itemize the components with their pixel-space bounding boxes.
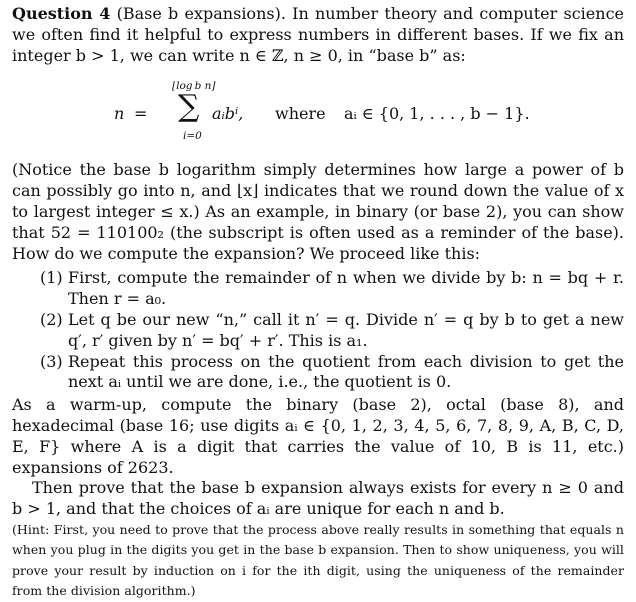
question-intro-text: In number theory and computer science we often find it helpful to express numbers in different bases. If we fix an integer b > 1, we can write n ∈ ℤ, n ≥ 0, in “base b” as:: [12, 4, 624, 65]
formula-equals: =: [134, 104, 148, 124]
procedure-step: [12, 352, 624, 394]
procedure-step: [12, 268, 624, 310]
summation-symbol: ∑: [178, 89, 200, 125]
step-number: (1): [40, 268, 63, 288]
hint-paragraph: (Hint: First, you need to prove that the process above really results in something that equals n when you plug in the digits you get in the base b expansion. Then to show uniqueness, you will prove your result by induction on i for the ith digit, using the uniqueness of the remainder from the division algorithm.): [12, 521, 624, 599]
formula-where: where: [275, 104, 326, 124]
procedure-step: [12, 310, 624, 352]
question-intro: [12, 4, 624, 66]
prove-paragraph: Then prove that the base b expansion always exists for every n ≥ 0 and b > 1, and that the choices of aᵢ are unique for each n and b.: [12, 478, 624, 519]
notice-paragraph: (Notice the base b logarithm simply determines how large a power of b can possibly go into n, and ⌊x⌋ indicates that we round down the value of x to largest integer ≤ x.) As an example, in binary (or base 2), you can show that 52 = 110100₂ (the subscript is often used as a reminder of the base). How do we compute the expansion? We proceed like this:: [12, 160, 624, 263]
sum-upper-limit: ⌊log b n⌋: [172, 80, 216, 93]
step-text: First, compute the remainder of n when we divide by b: n = bq + r. Then r = a₀.: [68, 268, 624, 309]
formula-lhs: n: [114, 104, 125, 124]
step-text: Let q be our new “n,” call it n′ = q. Divide n′ = q by b to get a new q′, r′ given by n′ = bq′ + r′. This is a₁.: [68, 309, 624, 350]
base-expansion-formula: [12, 68, 624, 160]
step-text: Repeat this process on the quotient from each division to get the next aᵢ until we are done, i.e., the quotient is 0.: [68, 351, 624, 392]
sum-term: aᵢbⁱ,: [212, 104, 244, 124]
step-number: (3): [40, 351, 63, 371]
problem-page: [12, 4, 624, 602]
procedure-steps: [12, 268, 624, 393]
warmup-paragraph: As a warm-up, compute the binary (base 2), octal (base 8), and hexadecimal (base 16; use digits aᵢ ∈ {0, 1, 2, 3, 4, 5, 6, 7, 8, 9, A, B, C, D, E, F} where A is a digit that carries the value of 10, B is 11, etc.) expansions of 2623.: [12, 395, 624, 477]
step-number: (2): [40, 309, 63, 329]
question-label: Question 4: [12, 4, 111, 23]
sum-lower-limit: i=0: [183, 130, 202, 143]
question-title: (Base b expansions).: [116, 4, 286, 23]
digit-condition: aᵢ ∈ {0, 1, . . . , b − 1}.: [344, 104, 530, 124]
